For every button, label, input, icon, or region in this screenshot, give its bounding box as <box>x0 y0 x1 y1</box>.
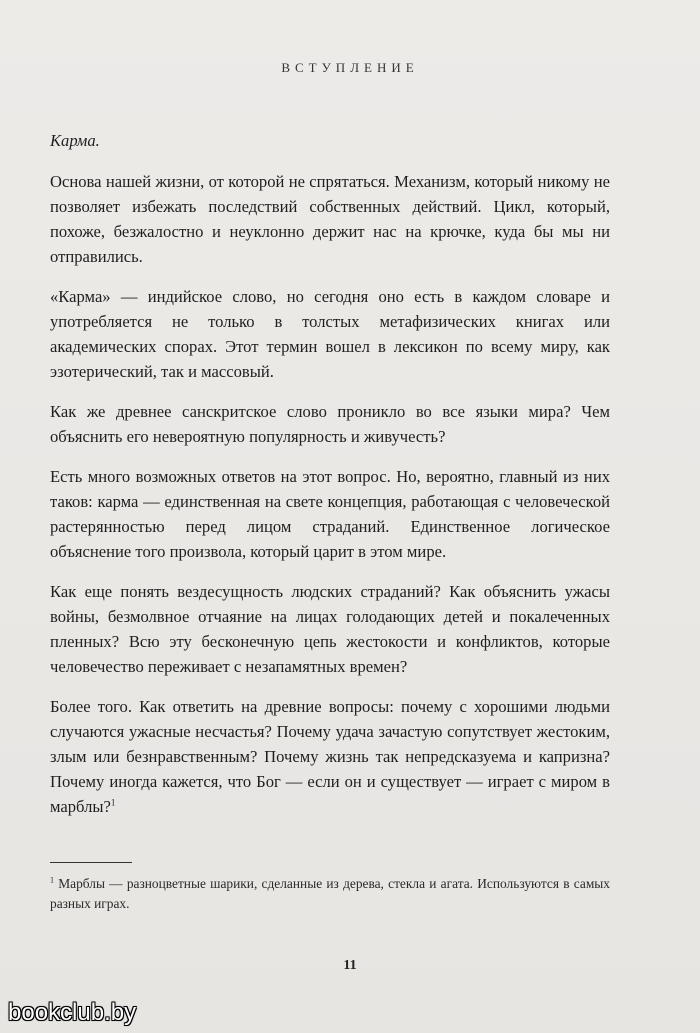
paragraph-1: Основа нашей жизни, от которой не спрятаться. Механизм, который никому не позволяет избежать последствий собственных действий. Цикл, который, похоже, безжалостно и неуклонно держит нас на крючке, куда бы мы ни отправились. <box>50 172 610 266</box>
footnote-divider <box>50 862 132 863</box>
paragraph-4: Есть много возможных ответов на этот вопрос. Но, вероятно, главный из них таков: карма — единственная на свете концепция, работающая с человеческой растерянностью перед лицом страданий. Единственное логическое объяснение того произвола, который царит в этом мире. <box>50 467 610 561</box>
page-number: 11 <box>343 958 357 973</box>
paragraph-2: «Карма» — индийское слово, но сегодня оно есть в каждом словаре и употребляется не только в толстых метафизических книгах или академических спорах. Этот термин вошел в лексикон по всему миру, как эзотерический, так и массовый. <box>50 287 610 381</box>
footnote <box>50 874 610 914</box>
main-text <box>50 128 610 834</box>
paragraph-6 <box>50 694 610 819</box>
intro-word: Карма. <box>50 131 100 150</box>
footnote-reference[interactable]: 1 <box>110 797 116 808</box>
footnote-text: Марблы — разноцветные шарики, сделанные из дерева, стекла и агата. Используются в самых разных играх. <box>50 876 610 911</box>
paragraph-6-text: Более того. Как ответить на древние вопросы: почему с хорошими людьми случаются ужасные несчастья? Почему удача зачастую сопутствует жестоким, злым или безнравственным? Почему жизнь так непредсказуема и капризна? Почему иногда кажется, что Бог — если он и существует — играет с миром в марблы? <box>50 697 610 816</box>
footnote-marker: 1 <box>50 875 54 885</box>
paragraph-3: Как же древнее санскритское слово проникло во все языки мира? Чем объяснить его невероятную популярность и живучесть? <box>50 402 610 446</box>
paragraph-5: Как еще понять вездесущность людских страданий? Как объяснить ужасы войны, безмолвное отчаяние на лицах голодающих детей и покалеченных пленных? Всю эту бесконечную цепь жестокости и конфликтов, которые человечество переживает с незапамятных времен? <box>50 582 610 676</box>
site-watermark: bookclub.by <box>8 999 137 1026</box>
running-title: ВСТУПЛЕНИЕ <box>281 60 419 75</box>
